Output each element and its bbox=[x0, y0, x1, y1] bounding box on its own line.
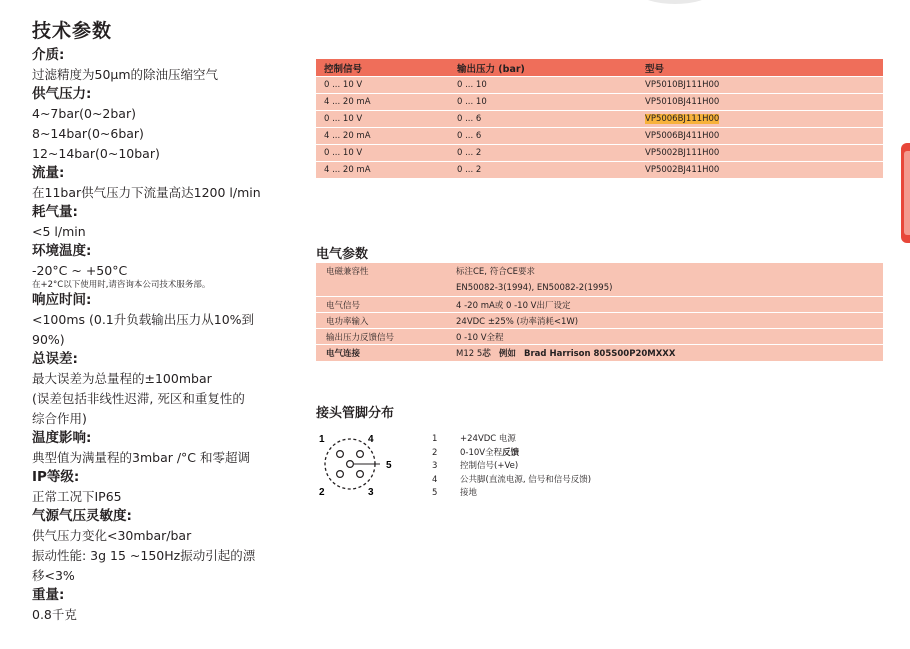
spec-value: 过滤精度为50μm的除油压缩空气 bbox=[32, 67, 219, 82]
pin-label-3: 3 bbox=[368, 487, 374, 498]
pin-label-1: 1 bbox=[319, 434, 325, 445]
table-row bbox=[316, 94, 883, 111]
table-row bbox=[316, 297, 883, 313]
table-row bbox=[316, 280, 883, 297]
cell-model: VP5002BJ111H00 bbox=[637, 145, 883, 162]
spec-note: 在+2°C以下使用时,请咨询本公司技术服务部。 bbox=[32, 280, 211, 290]
feedback-label: 输出压力反馈信号 bbox=[316, 329, 446, 345]
spec-item bbox=[32, 429, 297, 468]
electrical-table bbox=[316, 262, 883, 361]
list-item: 5 接地 bbox=[432, 488, 478, 498]
spec-list bbox=[32, 46, 297, 625]
spec-label: IP等级: bbox=[32, 469, 80, 485]
cell-model: VP5010BJ111H00 bbox=[637, 77, 883, 94]
connector-label: 电气连接 bbox=[316, 345, 446, 361]
pin-label-5: 5 bbox=[386, 460, 392, 471]
cell-pressure: 0 ... 2 bbox=[449, 162, 637, 179]
power-label: 电功率输入 bbox=[316, 313, 446, 329]
spec-value: <5 l/min bbox=[32, 224, 86, 239]
spec-item bbox=[32, 242, 297, 291]
signal-label: 电气信号 bbox=[316, 297, 446, 313]
spec-label: 温度影响: bbox=[32, 430, 92, 446]
spec-label: 重量: bbox=[32, 587, 65, 603]
table-row bbox=[316, 313, 883, 329]
spec-value: 最大误差为总量程的±100mbar (误差包括非线性迟滞, 死区和重复性的 综合作用) bbox=[32, 371, 245, 426]
header-model: 型号 bbox=[637, 59, 883, 77]
list-item: 3 控制信号(+Ve) bbox=[432, 461, 519, 471]
cell-pressure: 0 ... 10 bbox=[449, 94, 637, 111]
spec-value: 8~14bar(0~6bar) bbox=[32, 126, 144, 141]
connector-value: M12 5芯 例如 Brad Harrison 805S00P20MXXX bbox=[446, 345, 883, 361]
emc-value-1: 标注CE, 符合CE要求 bbox=[446, 263, 883, 280]
spec-item bbox=[32, 291, 297, 350]
table-row bbox=[316, 329, 883, 345]
emc-value-2: EN50082-3(1994), EN50082-2(1995) bbox=[446, 280, 883, 297]
cell-signal: 0 ... 10 V bbox=[316, 77, 449, 94]
spec-item bbox=[32, 468, 297, 507]
cell-pressure: 0 ... 2 bbox=[449, 145, 637, 162]
table-row bbox=[316, 263, 883, 280]
spec-label: 介质: bbox=[32, 47, 65, 63]
cell-signal: 4 ... 20 mA bbox=[316, 128, 449, 145]
table-row bbox=[316, 77, 883, 94]
pin-label-4: 4 bbox=[368, 434, 374, 445]
list-item: 2 0-10V全程 反馈 bbox=[432, 447, 520, 458]
cell-signal: 0 ... 10 V bbox=[316, 111, 449, 128]
spec-value: <100ms (0.1升负载输出压力从10%到 90%) bbox=[32, 312, 255, 347]
cell-model: VP5010BJ411H00 bbox=[637, 94, 883, 111]
cell-pressure: 0 ... 10 bbox=[449, 77, 637, 94]
spec-item bbox=[32, 85, 297, 164]
table-row bbox=[316, 111, 883, 128]
spec-item bbox=[32, 586, 297, 625]
power-value: 24VDC ±25% (功率消耗<1W) bbox=[446, 313, 883, 329]
pin-list bbox=[432, 433, 591, 501]
cell-pressure: 0 ... 6 bbox=[449, 111, 637, 128]
cell-signal: 0 ... 10 V bbox=[316, 145, 449, 162]
spec-value: 振动性能: 3g 15 ~150Hz振动引起的漂 移<3% bbox=[32, 548, 256, 583]
cell-model bbox=[637, 111, 883, 128]
spec-item bbox=[32, 46, 297, 85]
model-table bbox=[316, 59, 883, 178]
page-edge-tab bbox=[901, 143, 910, 243]
pin-label-2: 2 bbox=[319, 487, 325, 498]
header-control-signal: 控制信号 bbox=[316, 59, 449, 77]
table-row bbox=[316, 145, 883, 162]
spec-label: 气源气压灵敏度: bbox=[32, 508, 132, 524]
spec-label: 总误差: bbox=[32, 351, 78, 367]
spec-item bbox=[32, 203, 297, 242]
cell-pressure: 0 ... 6 bbox=[449, 128, 637, 145]
table-row bbox=[316, 345, 883, 361]
cell-signal: 4 ... 20 mA bbox=[316, 162, 449, 179]
spec-label: 环境温度: bbox=[32, 243, 92, 259]
spec-value: 12~14bar(0~10bar) bbox=[32, 146, 160, 161]
spec-value: -20°C ~ +50°C bbox=[32, 263, 128, 278]
list-item: 4 公共脚(直流电源, 信号和信号反馈) bbox=[432, 474, 592, 485]
spec-value: 0.8千克 bbox=[32, 607, 77, 622]
spec-label: 响应时间: bbox=[32, 292, 92, 308]
connector-pin-diagram bbox=[318, 432, 404, 500]
list-item: 1 +24VDC 电源 bbox=[432, 434, 516, 444]
table-row bbox=[316, 162, 883, 179]
spec-value: 4~7bar(0~2bar) bbox=[32, 106, 136, 121]
page-title: 技术参数 bbox=[32, 20, 113, 42]
header-output-pressure: 输出压力 (bar) bbox=[449, 59, 637, 77]
pinout-title: 接头管脚分布 bbox=[316, 406, 395, 421]
table-row bbox=[316, 128, 883, 145]
spec-value: 正常工况下IP65 bbox=[32, 489, 122, 504]
spec-value: 典型值为满量程的3mbar /°C 和零超调 bbox=[32, 450, 250, 465]
feedback-value: 0 -10 V全程 bbox=[446, 329, 883, 345]
cell-model: VP5006BJ411H00 bbox=[637, 128, 883, 145]
model-table-header bbox=[316, 59, 883, 77]
top-decoration bbox=[640, 0, 710, 4]
cell-signal: 4 ... 20 mA bbox=[316, 94, 449, 111]
emc-label: 电磁兼容性 bbox=[316, 263, 446, 280]
electrical-title: 电气参数 bbox=[316, 247, 369, 262]
spec-item bbox=[32, 507, 297, 586]
spec-label: 供气压力: bbox=[32, 86, 92, 102]
spec-value: 供气压力变化<30mbar/bar bbox=[32, 528, 192, 543]
spec-item bbox=[32, 164, 297, 203]
spec-label: 流量: bbox=[32, 165, 65, 181]
spec-value: 在11bar供气压力下流量高达1200 l/min bbox=[32, 185, 261, 200]
signal-value: 4 -20 mA或 0 -10 V出厂设定 bbox=[446, 297, 883, 313]
spec-label: 耗气量: bbox=[32, 204, 78, 220]
highlighted-model: VP5006BJ111H00 bbox=[645, 114, 720, 124]
spec-item bbox=[32, 350, 297, 429]
cell-model: VP5002BJ411H00 bbox=[637, 162, 883, 179]
